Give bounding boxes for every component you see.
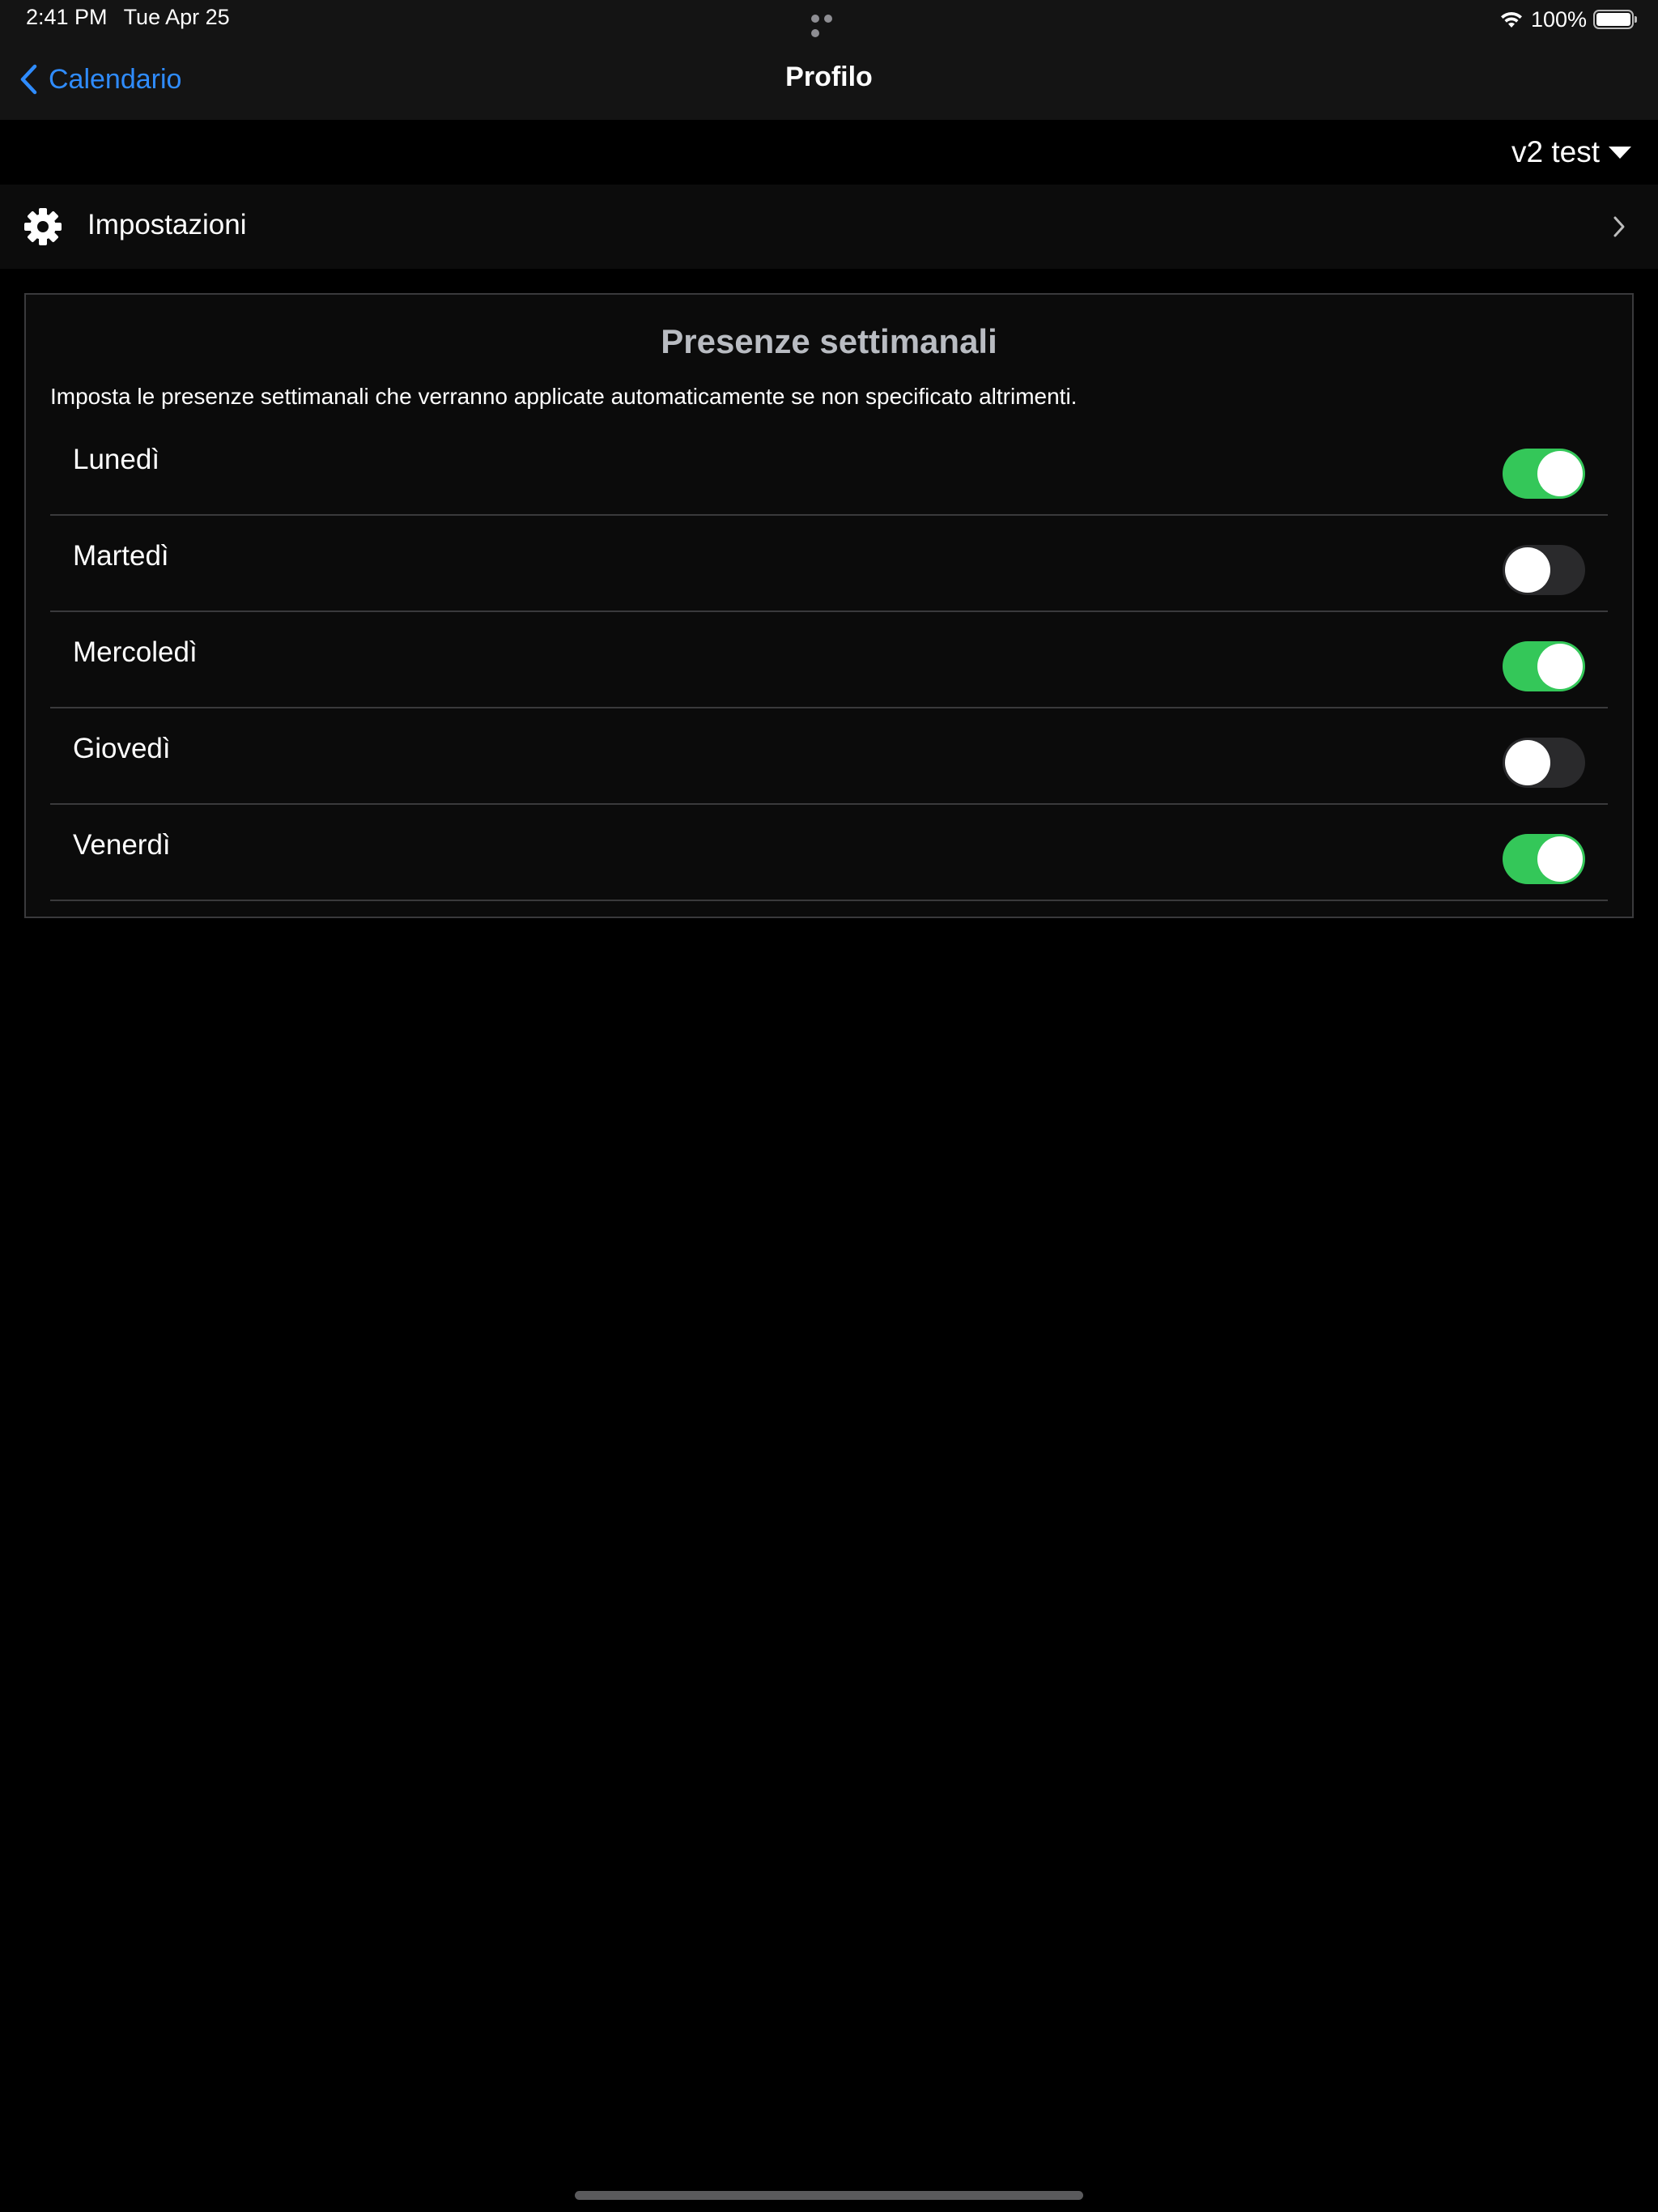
caret-down-icon	[1608, 145, 1632, 160]
day-label: Mercoledì	[73, 636, 198, 668]
day-row-lunedi	[50, 419, 1608, 516]
back-button-label: Calendario	[49, 63, 182, 95]
account-dropdown[interactable]	[1511, 133, 1632, 172]
multitasking-dots-icon[interactable]	[811, 15, 847, 23]
home-indicator[interactable]	[575, 2191, 1083, 2200]
day-row-giovedi	[50, 708, 1608, 805]
card-title: Presenze settimanali	[661, 322, 997, 360]
status-date: Tue Apr 25	[123, 5, 230, 29]
settings-label: Impostazioni	[87, 209, 247, 240]
account-dropdown-value: v2 test	[1511, 135, 1600, 168]
toggle-venerdi[interactable]	[1503, 834, 1585, 884]
day-label: Giovedì	[73, 733, 171, 764]
status-datetime	[26, 5, 230, 30]
battery-icon	[1593, 10, 1634, 29]
day-row-venerdi	[50, 805, 1608, 901]
day-row-martedi	[50, 516, 1608, 612]
chevron-right-icon	[1613, 215, 1626, 238]
status-time: 2:41 PM	[26, 5, 108, 29]
weekly-presence-card	[24, 293, 1634, 918]
status-bar	[0, 0, 1658, 39]
toggle-martedi[interactable]	[1503, 545, 1585, 595]
gear-icon	[23, 206, 63, 247]
day-label: Venerdì	[73, 829, 171, 861]
navigation-bar	[0, 39, 1658, 120]
day-label: Lunedì	[73, 444, 160, 475]
toggle-lunedi[interactable]	[1503, 449, 1585, 499]
day-label: Martedì	[73, 540, 169, 572]
status-indicators	[1499, 5, 1634, 34]
account-bar	[0, 120, 1658, 185]
day-row-mercoledi	[50, 612, 1608, 708]
page-title: Profilo	[785, 62, 873, 92]
wifi-icon	[1499, 10, 1524, 29]
card-description: Imposta le presenze settimanali che verranno applicate automaticamente se non specificato altrimenti.	[50, 384, 1078, 409]
toggle-giovedi[interactable]	[1503, 738, 1585, 788]
battery-percent: 100%	[1530, 6, 1587, 32]
toggle-mercoledi[interactable]	[1503, 641, 1585, 691]
settings-row[interactable]	[0, 185, 1658, 269]
